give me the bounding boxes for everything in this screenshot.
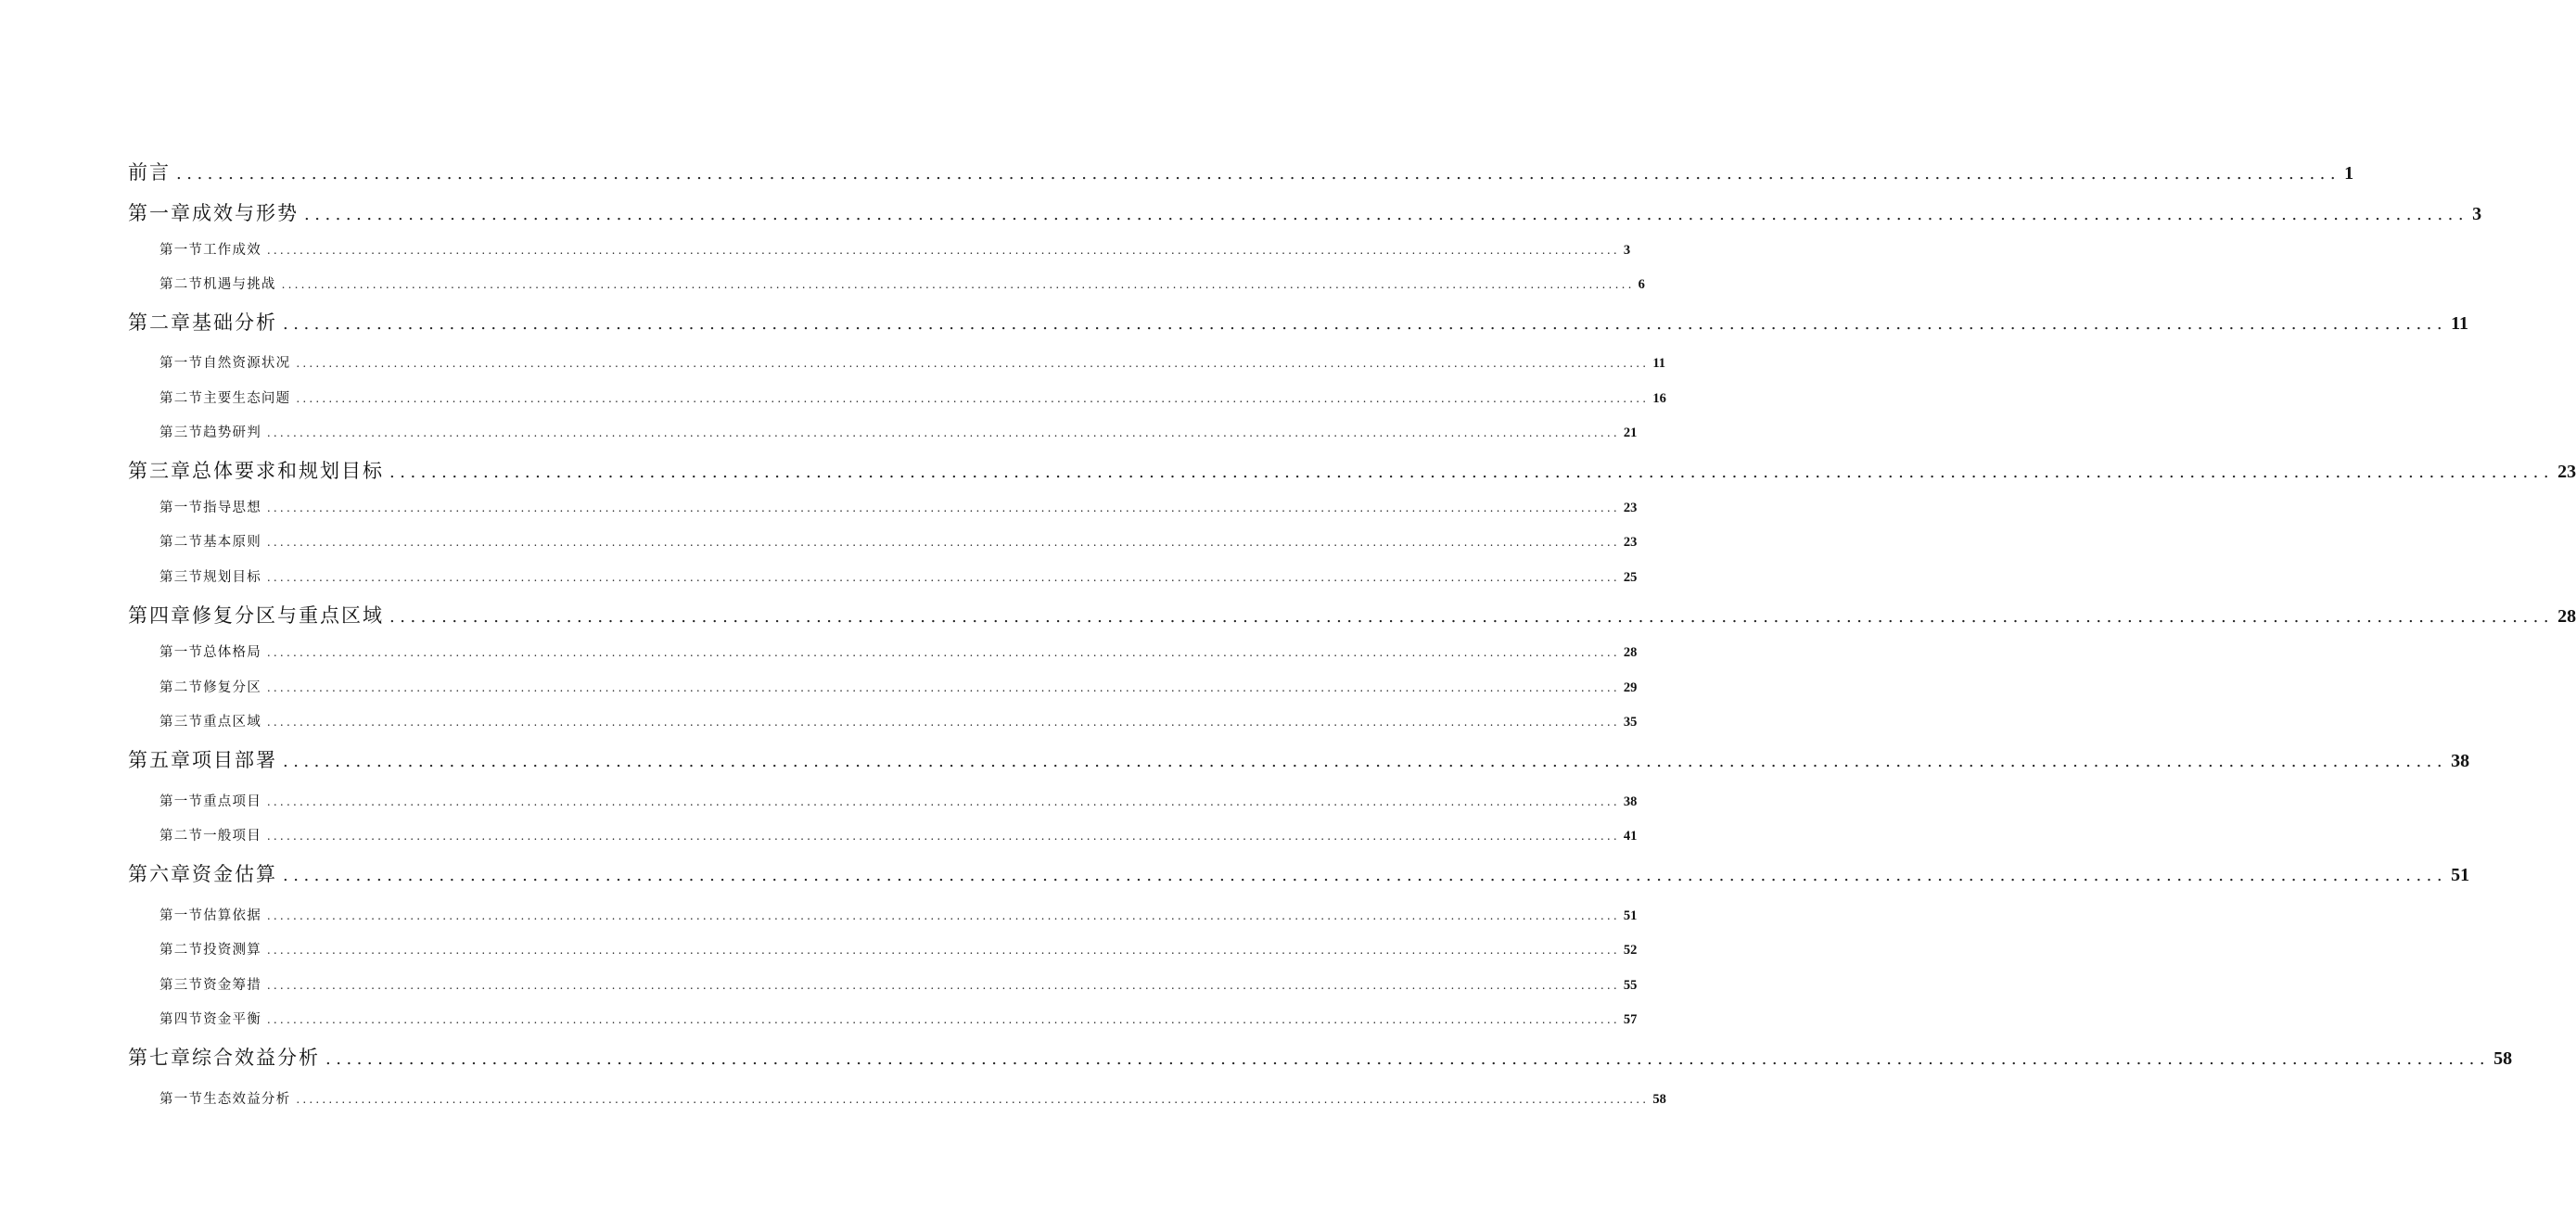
dot-leader: ................................................................................................................................................................................................................ [266, 909, 1620, 922]
dot-leader: ................................................................................................................................................................................................................ [389, 607, 2555, 627]
toc-entry-label: 第二节主要生态问题 [159, 391, 291, 406]
toc-entry-section[interactable] [159, 974, 1638, 994]
dot-leader: ................................................................................................................................................................................................................ [266, 571, 1620, 584]
toc-entry-section[interactable] [159, 566, 1638, 586]
dot-leader: ................................................................................................................................................................................................................ [266, 795, 1620, 808]
dot-leader: ................................................................................................................................................................................................................ [296, 392, 1650, 405]
dot-leader: ................................................................................................................................................................................................................ [266, 830, 1620, 843]
dot-leader: ................................................................................................................................................................................................................ [266, 646, 1620, 659]
toc-entry-section[interactable] [159, 352, 1666, 372]
toc-entry-section[interactable] [159, 387, 1666, 407]
toc-page-number: 28 [1623, 645, 1638, 660]
toc-page-number: 38 [1623, 794, 1638, 809]
dot-leader: ................................................................................................................................................................................................................ [266, 426, 1620, 439]
toc-entry-section[interactable] [159, 497, 1638, 516]
toc-entry-label: 第一章成效与形势 [128, 202, 299, 224]
toc-entry-label: 第五章项目部署 [128, 749, 277, 771]
toc-entry-section[interactable] [159, 791, 1638, 810]
toc-page-number: 23 [1623, 535, 1638, 550]
toc-entry-section[interactable] [159, 1009, 1638, 1028]
toc-entry-section[interactable] [159, 1088, 1666, 1108]
toc-entry-label: 第一节重点项目 [159, 794, 261, 809]
toc-entry-label: 第二节一般项目 [159, 829, 261, 844]
dot-leader: ................................................................................................................................................................................................................ [296, 357, 1650, 370]
toc-entry-chapter-2[interactable] [128, 308, 2469, 336]
toc-entry-section[interactable] [159, 422, 1638, 441]
toc-page-number: 3 [2472, 204, 2482, 224]
dot-leader: ................................................................................................................................................................................................................ [281, 278, 1635, 291]
toc-entry-label: 第一节总体格局 [159, 645, 261, 660]
toc-entry-chapter-5[interactable] [128, 745, 2470, 773]
dot-leader: ................................................................................................................................................................................................................ [296, 1093, 1650, 1106]
toc-page-number: 58 [2493, 1048, 2513, 1069]
toc-page-number: 23 [2557, 462, 2576, 482]
toc-page-number: 38 [2451, 751, 2470, 771]
toc-entry-section[interactable] [159, 641, 1638, 661]
toc-entry-label: 第二节机遇与挑战 [159, 277, 276, 292]
toc-page-number: 35 [1623, 715, 1638, 730]
toc-page-number: 57 [1623, 1012, 1638, 1027]
toc-page-number: 16 [1652, 391, 1666, 406]
toc-entry-section[interactable] [159, 711, 1638, 730]
toc-entry-chapter-3[interactable] [128, 456, 2576, 484]
toc-page-number: 6 [1638, 277, 1645, 292]
dot-leader: ................................................................................................................................................................................................................ [283, 314, 2448, 334]
toc-page-number: 3 [1623, 243, 1631, 258]
toc-entry-preface[interactable] [128, 158, 2354, 185]
toc-entry-label: 第二节基本原则 [159, 535, 261, 550]
toc-entry-label: 第三节趋势研判 [159, 425, 261, 440]
toc-entry-section[interactable] [159, 825, 1638, 844]
toc-entry-chapter-1[interactable] [128, 198, 2482, 226]
toc-entry-chapter-6[interactable] [128, 859, 2470, 887]
dot-leader: ................................................................................................................................................................................................................ [389, 463, 2555, 482]
dot-leader: ................................................................................................................................................................................................................ [176, 164, 2341, 184]
toc-entry-label: 第三节资金筹措 [159, 978, 261, 993]
toc-entry-section[interactable] [159, 677, 1638, 696]
toc-page-number: 11 [1652, 356, 1666, 371]
toc-entry-section[interactable] [159, 273, 1645, 293]
toc-entry-chapter-7[interactable] [128, 1043, 2513, 1071]
toc-entry-label: 第一节工作成效 [159, 243, 261, 258]
toc-page-number: 41 [1623, 829, 1638, 844]
toc-entry-label: 第二章基础分析 [128, 311, 277, 334]
toc-entry-label: 前言 [128, 161, 171, 184]
toc-entry-label: 第二节投资测算 [159, 943, 261, 958]
toc-page-number: 1 [2344, 163, 2354, 184]
dot-leader: ................................................................................................................................................................................................................ [304, 205, 2469, 224]
toc-entry-section[interactable] [159, 939, 1638, 958]
dot-leader: ................................................................................................................................................................................................................ [283, 866, 2448, 885]
toc-page-number: 21 [1623, 425, 1638, 440]
toc-page-number: 23 [1623, 501, 1638, 515]
toc-page-number: 58 [1652, 1092, 1666, 1107]
dot-leader: ................................................................................................................................................................................................................ [266, 244, 1620, 257]
toc-entry-section[interactable] [159, 531, 1638, 551]
toc-page-number: 51 [1623, 908, 1638, 923]
toc-entry-label: 第三章总体要求和规划目标 [128, 460, 384, 482]
toc-page-number: 55 [1623, 978, 1638, 993]
dot-leader: ................................................................................................................................................................................................................ [266, 1013, 1620, 1026]
toc-entry-label: 第四章修复分区与重点区域 [128, 604, 384, 627]
toc-page-number: 28 [2557, 606, 2576, 627]
table-of-contents [128, 0, 2576, 1206]
dot-leader: ................................................................................................................................................................................................................ [266, 979, 1620, 992]
toc-page-number: 25 [1623, 570, 1638, 585]
toc-entry-label: 第二节修复分区 [159, 680, 261, 695]
dot-leader: ................................................................................................................................................................................................................ [325, 1049, 2491, 1069]
toc-entry-label: 第一节估算依据 [159, 908, 261, 923]
toc-entry-section[interactable] [159, 239, 1631, 259]
toc-page-number: 52 [1623, 943, 1638, 958]
dot-leader: ................................................................................................................................................................................................................ [266, 501, 1620, 514]
toc-entry-label: 第六章资金估算 [128, 863, 277, 885]
toc-entry-section[interactable] [159, 905, 1638, 924]
toc-page-number: 11 [2451, 313, 2469, 334]
dot-leader: ................................................................................................................................................................................................................ [266, 716, 1620, 729]
dot-leader: ................................................................................................................................................................................................................ [266, 681, 1620, 694]
toc-page-number: 29 [1623, 680, 1638, 695]
dot-leader: ................................................................................................................................................................................................................ [266, 944, 1620, 957]
dot-leader: ................................................................................................................................................................................................................ [266, 536, 1620, 549]
toc-entry-label: 第七章综合效益分析 [128, 1047, 320, 1069]
toc-page-number: 51 [2451, 865, 2470, 885]
dot-leader: ................................................................................................................................................................................................................ [283, 752, 2448, 771]
toc-entry-label: 第一节指导思想 [159, 501, 261, 515]
toc-entry-chapter-4[interactable] [128, 601, 2576, 628]
toc-entry-label: 第三节规划目标 [159, 570, 261, 585]
toc-entry-label: 第一节生态效益分析 [159, 1092, 291, 1107]
toc-entry-label: 第四节资金平衡 [159, 1012, 261, 1027]
toc-entry-label: 第三节重点区域 [159, 715, 261, 730]
toc-entry-label: 第一节自然资源状况 [159, 356, 291, 371]
